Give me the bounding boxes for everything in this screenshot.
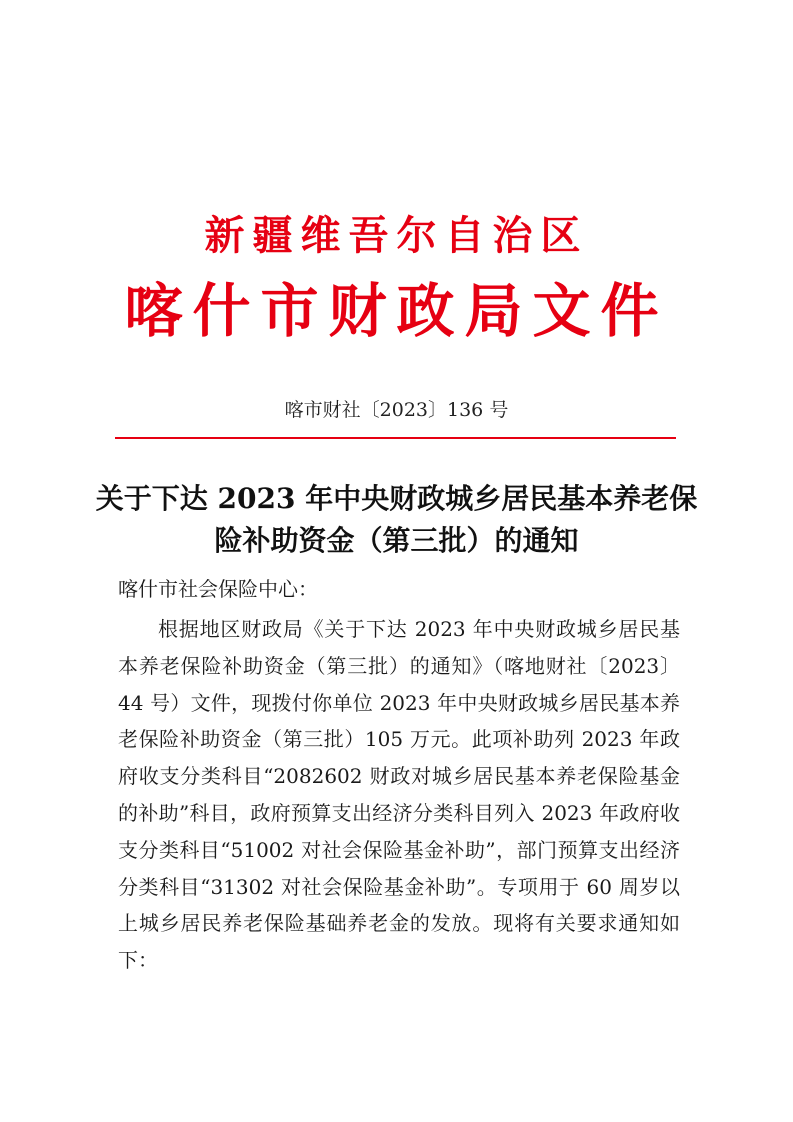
document-title: 关于下达 2023 年中央财政城乡居民基本养老保险补助资金（第三批）的通知 [95,482,698,557]
issuer-name: 喀什市财政局文件 [124,277,669,345]
issuer-region: 新疆维吾尔自治区 [204,212,589,259]
document-number: 喀市财社〔2023〕136 号 [284,399,509,421]
recipient-line: 喀什市社会保险中心： [118,577,318,601]
body-paragraph: 根据地区财政局《关于下达 2023 年中央财政城乡居民基本养老保险补助资金（第三批）的通知》（喀地财社〔2023〕44 号）文件，现拨付你单位 2023 年中央财政城乡居民基本养老保险补助资金（第三批）105 万元。此项补助列 2023 年政府收支分类科目“2082602 财政对城乡居民基本养老保险基金的补助”科目，政府预算支出经济分类科目列入 2023 年政府收支分类科目“51002 对社会保险基金补助”，部门预算支出经济分类科目“31302 对社会保险基金补助”。专项用于 60 周岁以上城乡居民养老保险基础养老金的发放。现将有关要求通知如下： [118,617,680,973]
red-separator-line [115,437,676,439]
